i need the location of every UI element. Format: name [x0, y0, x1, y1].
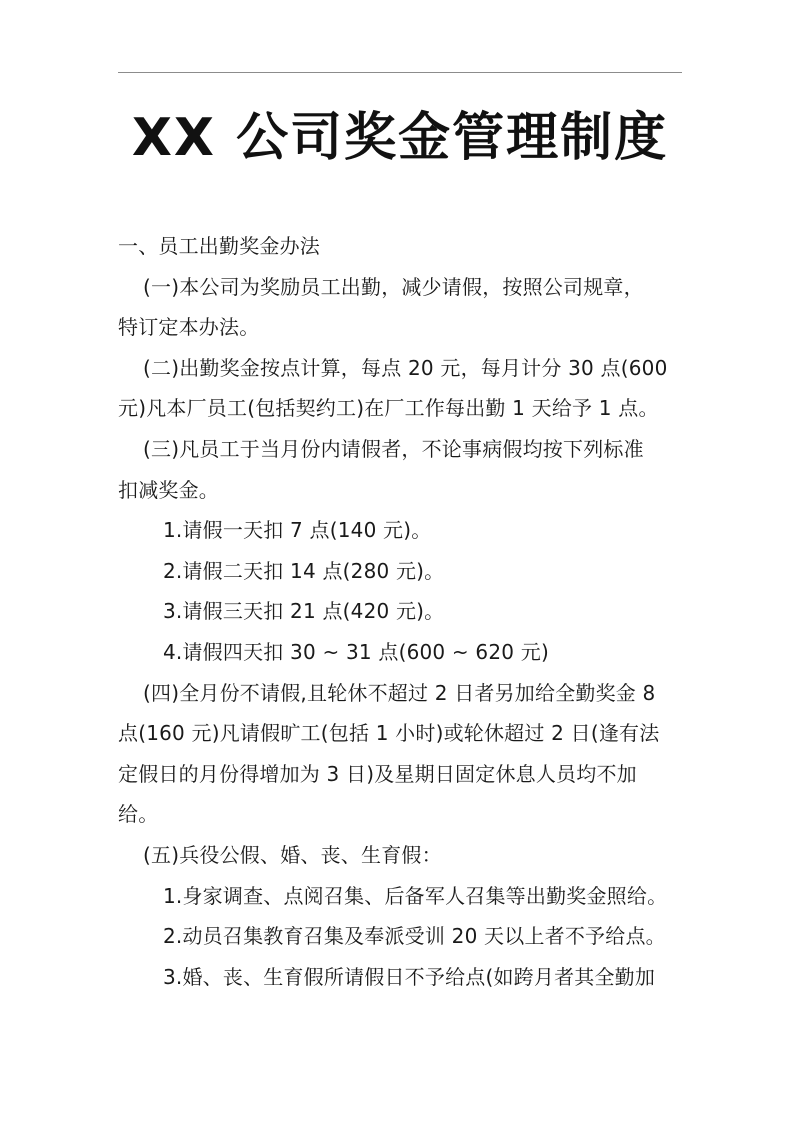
- list-item: 1.请假一天扣 7 点(140 元)。: [163, 518, 432, 543]
- section-heading: 一、员工出勤奖金办法: [118, 234, 320, 258]
- paragraph-line: 定假日的月份得增加为 3 日)及星期日固定休息人员均不加: [118, 761, 637, 786]
- paragraph-line: (一)本公司为奖励员工出勤，减少请假，按照公司规章，: [143, 274, 644, 299]
- paragraph-line: 给。: [118, 802, 159, 827]
- list-item: 2.请假二天扣 14 点(280 元)。: [163, 558, 445, 583]
- paragraph-line: (三)凡员工于当月份内请假者，不论事病假均按下列标准: [143, 436, 644, 461]
- list-item: 4.请假四天扣 30 ~ 31 点(600 ~ 620 元): [163, 639, 549, 664]
- paragraph-line: 特订定本办法。: [118, 315, 260, 340]
- top-divider: [118, 72, 682, 73]
- list-item: 3.请假三天扣 21 点(420 元)。: [163, 599, 445, 624]
- paragraph-line: 元)凡本厂员工(包括契约工)在厂工作每出勤 1 天给予 1 点。: [118, 396, 659, 421]
- paragraph-line: (五)兵役公假、婚、丧、生育假：: [143, 842, 442, 867]
- document-body: [118, 226, 688, 997]
- paragraph-line: 扣减奖金。: [118, 477, 219, 502]
- list-item: 3.婚、丧、生育假所请假日不予给点(如跨月者其全勤加: [163, 964, 656, 989]
- document-title: XX 公司奖金管理制度: [131, 108, 669, 168]
- paragraph-line: (二)出勤奖金按点计算，每点 20 元，每月计分 30 点(600: [143, 355, 668, 380]
- list-item: 1.身家调查、点阅召集、后备军人召集等出勤奖金照给。: [163, 883, 668, 908]
- list-item: 2.动员召集教育召集及奉派受训 20 天以上者不予给点。: [163, 924, 666, 949]
- paragraph-line: (四)全月份不请假,且轮休不超过 2 日者另加给全勤奖金 8: [143, 680, 656, 705]
- paragraph-line: 点(160 元)凡请假旷工(包括 1 小时)或轮休超过 2 日(逢有法: [118, 721, 660, 746]
